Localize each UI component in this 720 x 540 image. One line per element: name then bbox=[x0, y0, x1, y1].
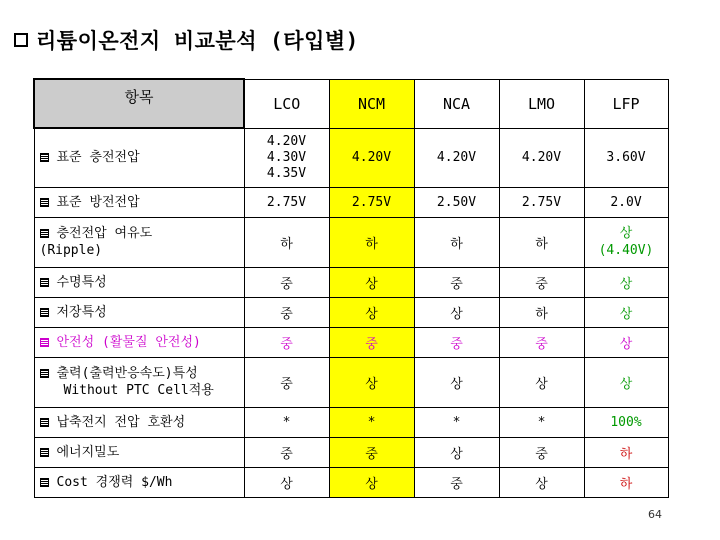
table-row bbox=[34, 297, 668, 327]
square-bullet-icon bbox=[40, 278, 49, 287]
table-row bbox=[34, 187, 668, 217]
table-cell: 중 bbox=[244, 437, 329, 467]
table-cell: 2.50V bbox=[414, 187, 499, 217]
table-cell: 상 bbox=[414, 437, 499, 467]
table-cell: 중 bbox=[244, 327, 329, 357]
row-label: 저장특성 bbox=[34, 297, 244, 327]
table-cell: 2.0V bbox=[584, 187, 668, 217]
table-cell: 상 bbox=[329, 297, 414, 327]
table-cell: 중 bbox=[329, 327, 414, 357]
row-label: 충전전압 여유도 (Ripple) bbox=[34, 217, 244, 267]
header-label: 항목 bbox=[34, 79, 244, 128]
row-label: 수명특성 bbox=[34, 267, 244, 297]
row-label: 에너지밀도 bbox=[34, 437, 244, 467]
row-label: 출력(출력반응속도)특성 Without PTC Cell적용 bbox=[34, 357, 244, 407]
table-cell: 100% bbox=[584, 407, 668, 437]
table-cell: 상 bbox=[329, 467, 414, 497]
column-header-nca: NCA bbox=[414, 79, 499, 128]
table-cell: 하 bbox=[499, 217, 584, 267]
table-row bbox=[34, 128, 668, 187]
table-cell: 하 bbox=[584, 467, 668, 497]
table-cell: 상 bbox=[584, 327, 668, 357]
table-row bbox=[34, 407, 668, 437]
table-row bbox=[34, 357, 668, 407]
table-cell: 중 bbox=[414, 267, 499, 297]
slide-title bbox=[14, 25, 359, 55]
square-bullet-icon bbox=[40, 418, 49, 427]
table-cell: 4.20V bbox=[414, 128, 499, 187]
table-cell: 중 bbox=[499, 327, 584, 357]
table-cell: 2.75V bbox=[329, 187, 414, 217]
table-row bbox=[34, 217, 668, 267]
table-cell: 중 bbox=[414, 467, 499, 497]
square-bullet-icon bbox=[40, 198, 49, 207]
table-cell: 3.60V bbox=[584, 128, 668, 187]
square-bullet-icon bbox=[40, 229, 49, 238]
table-cell: 하 bbox=[499, 297, 584, 327]
checkbox-bullet-icon bbox=[14, 33, 28, 47]
square-bullet-icon bbox=[40, 153, 49, 162]
row-label: 납축전지 전압 호환성 bbox=[34, 407, 244, 437]
table-cell: * bbox=[499, 407, 584, 437]
column-header-lfp: LFP bbox=[584, 79, 668, 128]
table-cell: 4.20V bbox=[329, 128, 414, 187]
title-text: 리튬이온전지 비교분석 (타입별) bbox=[36, 29, 359, 53]
table-cell: 중 bbox=[499, 437, 584, 467]
table-cell: 중 bbox=[414, 327, 499, 357]
table-cell: 2.75V bbox=[244, 187, 329, 217]
column-header-lmo: LMO bbox=[499, 79, 584, 128]
table-cell: * bbox=[244, 407, 329, 437]
table-cell: 중 bbox=[244, 267, 329, 297]
table-cell: 상 bbox=[584, 297, 668, 327]
table-cell: * bbox=[329, 407, 414, 437]
square-bullet-icon bbox=[40, 308, 49, 317]
table-cell: 상 bbox=[244, 467, 329, 497]
table-cell: 중 bbox=[244, 357, 329, 407]
square-bullet-icon bbox=[40, 338, 49, 347]
table-cell: 2.75V bbox=[499, 187, 584, 217]
table-cell: 하 bbox=[244, 217, 329, 267]
table-cell: 중 bbox=[244, 297, 329, 327]
page-number: 64 bbox=[648, 508, 662, 521]
table-cell: 상 bbox=[584, 357, 668, 407]
square-bullet-icon bbox=[40, 478, 49, 487]
row-label: Cost 경쟁력 $/Wh bbox=[34, 467, 244, 497]
column-header-lco: LCO bbox=[244, 79, 329, 128]
table-cell: 상 bbox=[329, 357, 414, 407]
table-cell: 상 (4.40V) bbox=[584, 217, 668, 267]
table-row bbox=[34, 467, 668, 497]
row-label: 표준 방전전압 bbox=[34, 187, 244, 217]
header-row bbox=[34, 79, 668, 128]
table-cell: 상 bbox=[584, 267, 668, 297]
table-cell: 상 bbox=[414, 297, 499, 327]
table-cell: 상 bbox=[499, 357, 584, 407]
comparison-table bbox=[33, 78, 669, 498]
table-row bbox=[34, 437, 668, 467]
table-cell: 하 bbox=[414, 217, 499, 267]
table-cell: 상 bbox=[414, 357, 499, 407]
table-cell: 상 bbox=[329, 267, 414, 297]
table-cell: 하 bbox=[329, 217, 414, 267]
row-label: 표준 충전전압 bbox=[34, 128, 244, 187]
table-cell: 하 bbox=[584, 437, 668, 467]
table-cell: * bbox=[414, 407, 499, 437]
table-cell: 중 bbox=[499, 267, 584, 297]
table-cell: 4.20V bbox=[499, 128, 584, 187]
table-cell: 4.20V 4.30V 4.35V bbox=[244, 128, 329, 187]
table-row bbox=[34, 327, 668, 357]
table-cell: 상 bbox=[499, 467, 584, 497]
table-row bbox=[34, 267, 668, 297]
column-header-ncm: NCM bbox=[329, 79, 414, 128]
square-bullet-icon bbox=[40, 369, 49, 378]
square-bullet-icon bbox=[40, 448, 49, 457]
table-cell: 중 bbox=[329, 437, 414, 467]
row-label: 안전성 (활물질 안전성) bbox=[34, 327, 244, 357]
